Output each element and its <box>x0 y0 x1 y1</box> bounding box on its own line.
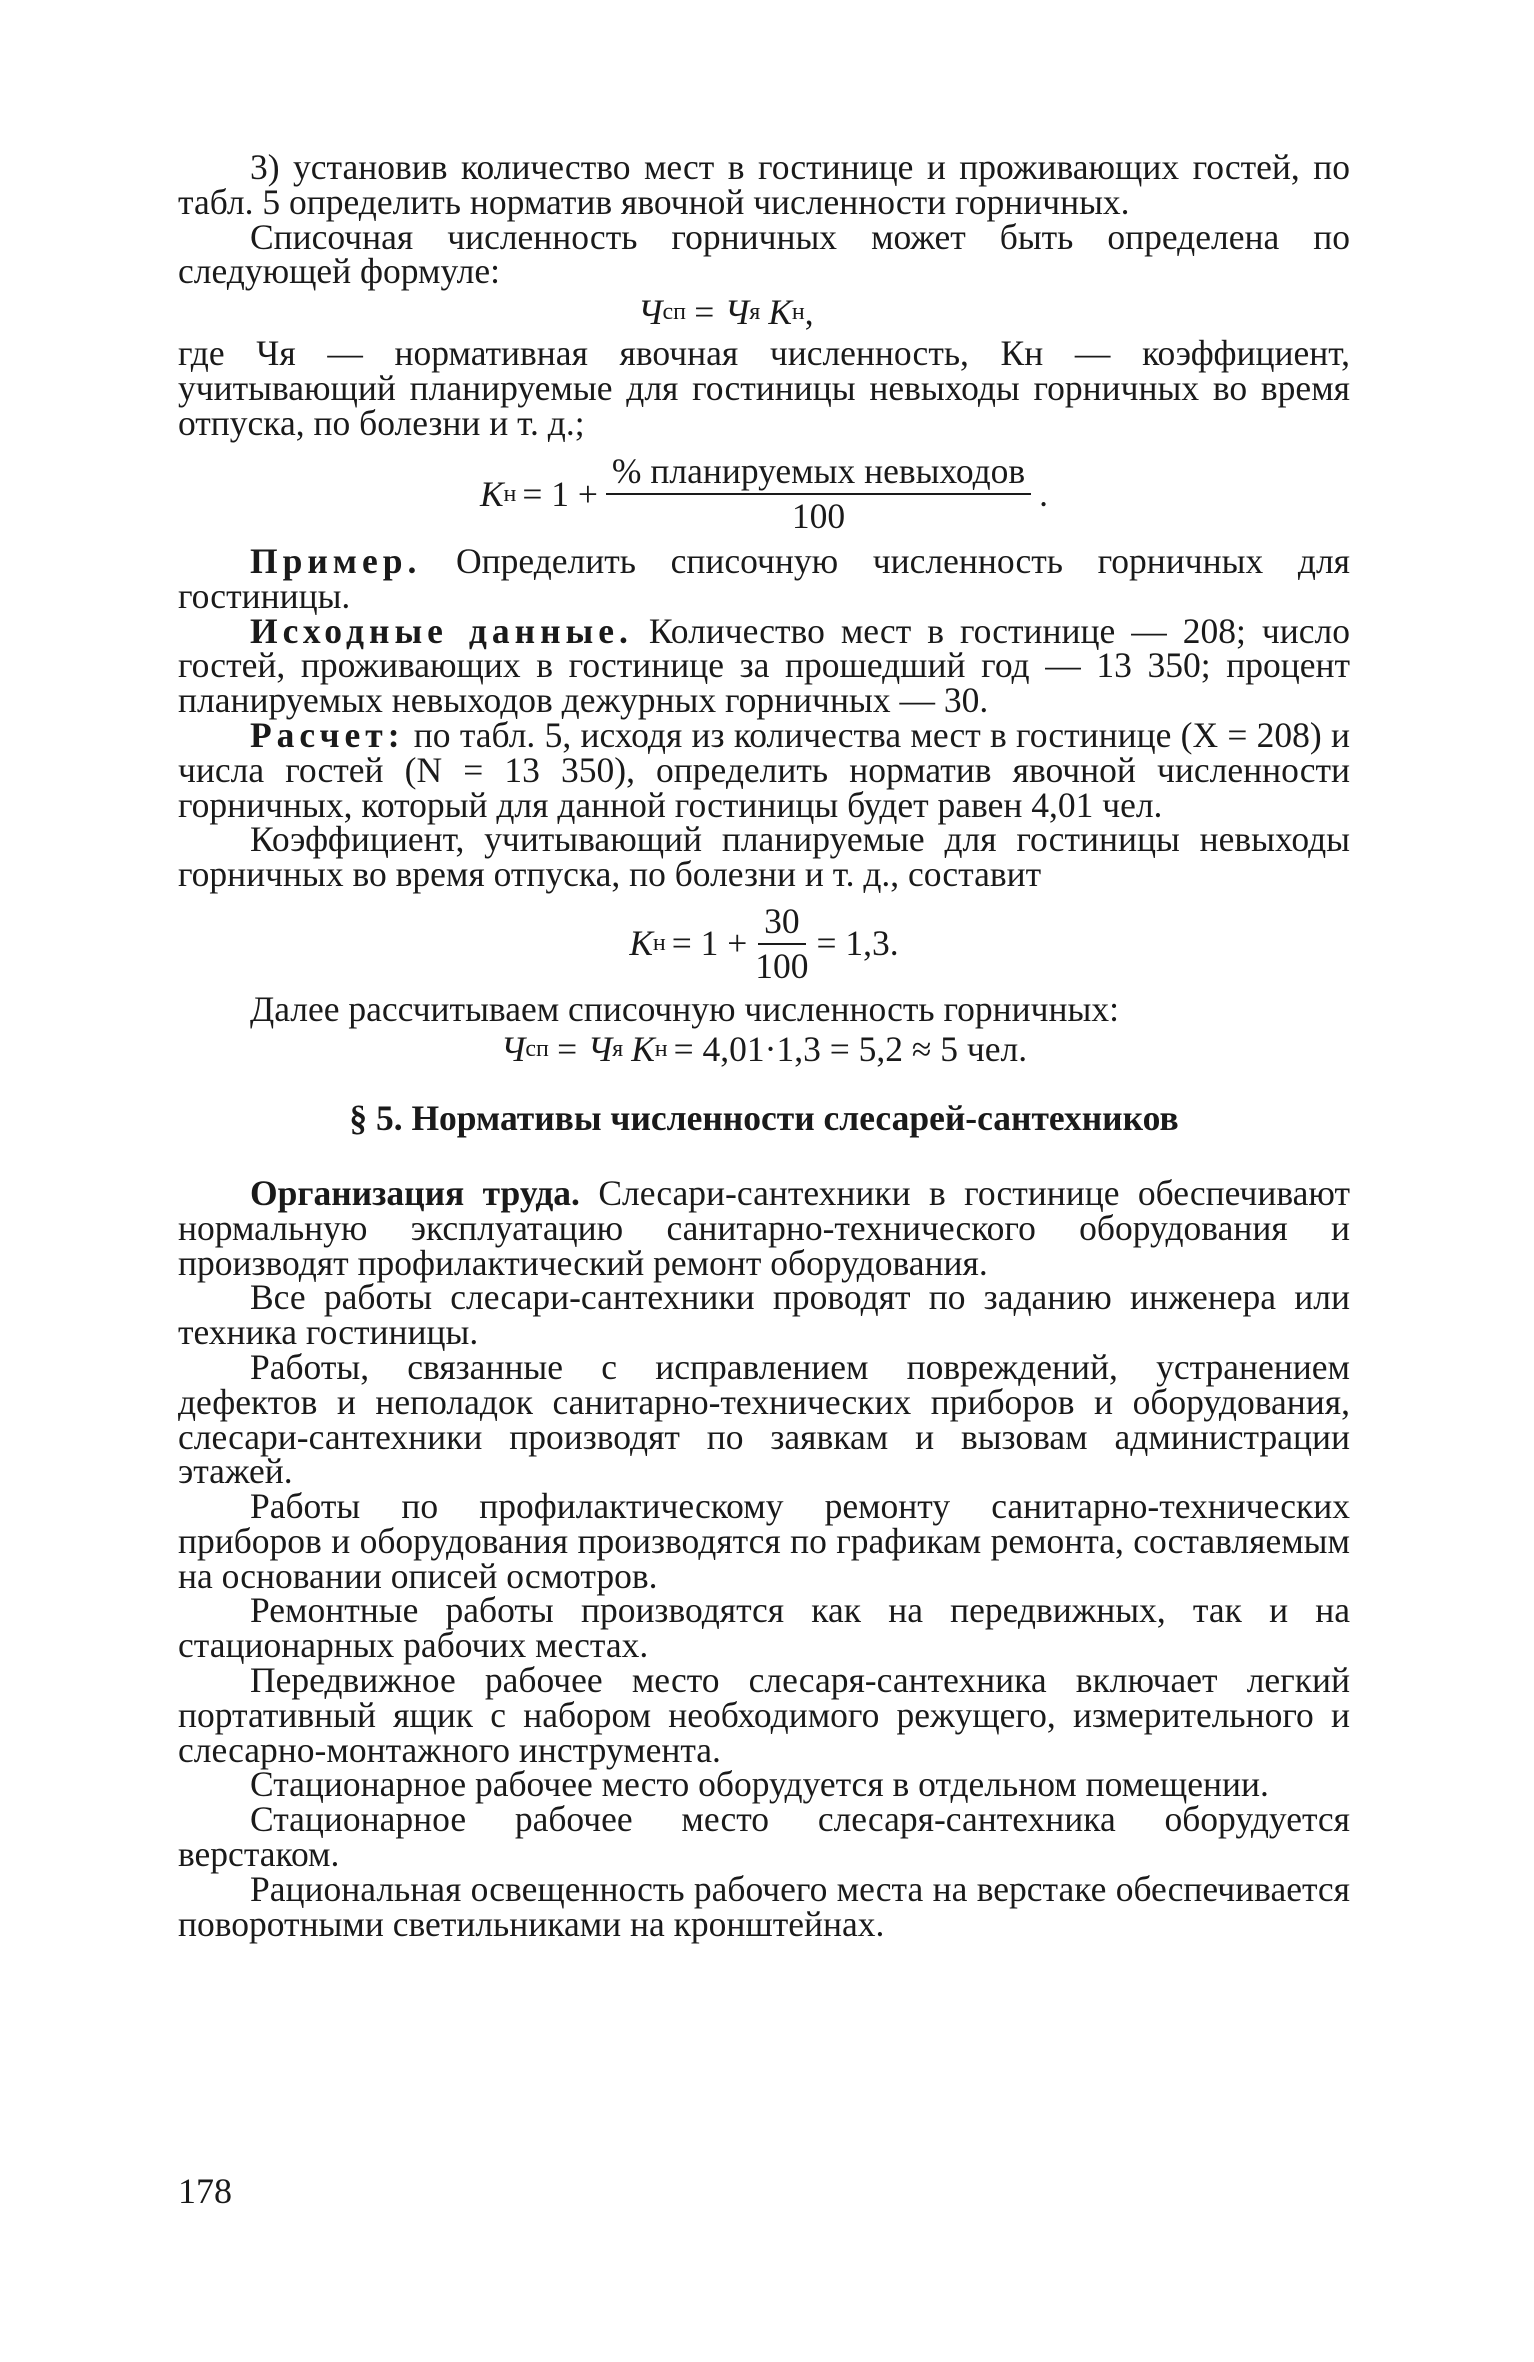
paragraph-repairs: Работы, связанные с исправлением повреждений, устранением дефектов и неполадок санитарно-технических приборов и оборудования, слесари-сантехники производят по заявкам и вызовам администрации этажей. <box>178 1346 1350 1492</box>
paragraph-calculation: Расчет: по табл. 5, исходя из количества мест в гостинице (X = 208) и числа гостей (N = 13 350), определить норматив явочной численности горничных, который для данной гостиницы будет равен 4,01 чел. <box>178 714 1350 825</box>
formula-coefficient-value: К н = 1 + $\frac{30}{100}$ = 1,3. <box>629 900 899 986</box>
paragraph-step3: 3) установив количество мест в гостинице и проживающих гостей, по табл. 5 определить норматив явочной численности горничных. <box>178 147 1350 222</box>
formula-list-headcount: Ч сп = Ч я К н , <box>638 292 814 333</box>
paragraph-lighting: Рациональная освещенность рабочего места на верстаке обеспечивается поворотными светильниками на кронштейнах. <box>178 1868 1350 1944</box>
paragraph-then: Далее рассчитываем списочную численность горничных: <box>250 988 1119 1029</box>
section-heading: § 5. Нормативы численности слесарей-сантехников <box>349 1098 1179 1139</box>
paragraph-workbench: Стационарное рабочее место слесаря-сантехника оборудуется верстаком. <box>178 1799 1350 1875</box>
paragraph-definitions: где Чя — нормативная явочная численность, Кн — коэффициент, учитывающий планируемые для гостиницы невыходы горничных во время отпуска, по болезни и т. д.; <box>178 332 1350 443</box>
paragraph-organization: Организация труда. Слесари-сантехники в гостинице обеспечивают нормальную эксплуатацию санитарно-технического оборудования и производят профилактический ремонт оборудования. <box>178 1172 1350 1283</box>
paragraph-mobile-workplace: Передвижное рабочее место слесаря-сантехника включает легкий портативный ящик с набором необходимого режущего, измерительного и слесарно-монтажного инструмента. <box>178 1660 1350 1770</box>
paragraph-workplaces: Ремонтные работы производятся как на передвижных, так и на стационарных рабочих местах. <box>178 1590 1350 1666</box>
page-number: 178 <box>178 2171 232 2211</box>
paragraph-formula-intro: Списочная численность горничных может быть определена по следующей формуле: <box>178 216 1350 292</box>
paragraph-input-data: Исходные данные. Количество мест в гостинице — 208; число гостей, проживающих в гостинице за прошедший год — 13 350; процент планируемых невыходов дежурных горничных — 30. <box>178 610 1350 721</box>
fraction: $\frac{30}{100}$ <box>755 900 809 986</box>
paragraph-stationary-room: Стационарное рабочее место оборудуется в отдельном помещении. <box>250 1764 1269 1805</box>
formula-result: Ч сп = Ч я К н = 4,01·1,3 = 5,2 ≈ 5 чел. <box>500 1029 1028 1070</box>
paragraph-preventive: Работы по профилактическому ремонту санитарно-технических приборов и оборудования производятся по графикам ремонта, составляемым на основании описей осмотров. <box>178 1486 1350 1596</box>
formula-coefficient: К н = 1 + $\frac{\text{\% планируемых невыходов}}{100}$ . <box>479 451 1049 537</box>
fraction: $\frac{\text{\% планируемых невыходов}}{100}$ <box>606 454 1031 534</box>
formula-symbol: Ч <box>638 292 663 333</box>
paragraph-example: Пример. Определить списочную численность горничных для гостиницы. <box>178 540 1350 616</box>
paragraph-coefficient: Коэффициент, учитывающий планируемые для гостиницы невыходы горничных во время отпуска, по болезни и т. д., составит <box>178 819 1350 895</box>
text-column <box>178 147 1350 1944</box>
paragraph-assignments: Все работы слесари-сантехники проводят по заданию инженера или техника гостиницы. <box>178 1277 1350 1353</box>
